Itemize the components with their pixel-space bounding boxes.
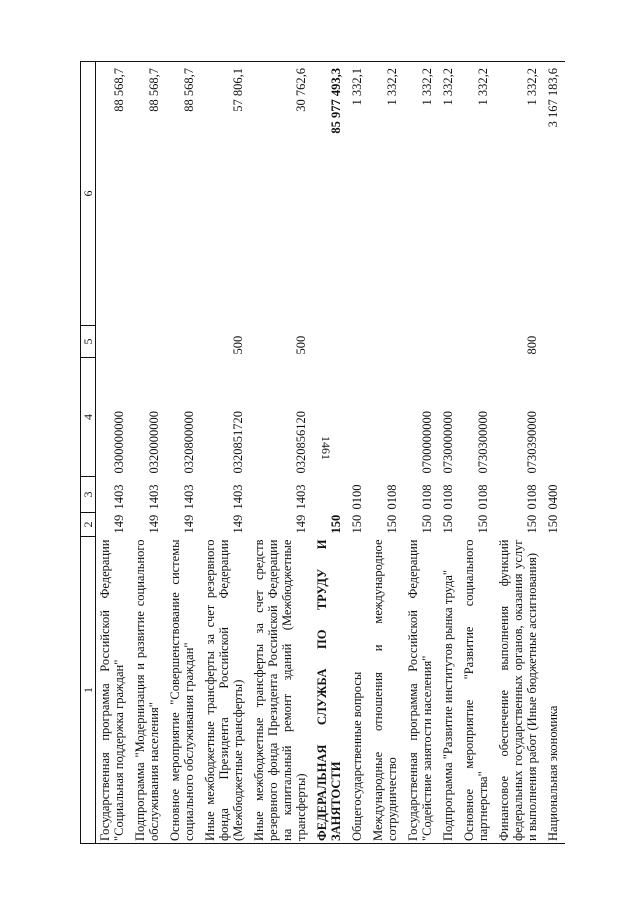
row-description: Финансовое обеспечение выполнения функций федеральных государственных органов, оказания услуг и выполнения работ (Иные бюджетные ассигнования)	[495, 537, 544, 844]
row-code-4: 0730390000	[525, 411, 539, 474]
row-code-3: 0100	[350, 484, 364, 510]
row-code-5	[544, 326, 565, 358]
header-col-2: 2	[81, 513, 96, 537]
row-code-5	[439, 326, 460, 358]
row-code-4: 0320000000	[147, 411, 161, 474]
row-code-2: 150	[441, 514, 455, 534]
row-code-4	[544, 358, 565, 477]
row-description: Подпрограмма "Модернизация и развитие социального обслуживания населения"	[131, 537, 166, 844]
row-amount: 1 332,1	[348, 62, 369, 326]
row-code-2: 150	[329, 514, 343, 534]
row-amount: 57 806,1	[201, 62, 250, 326]
table-row	[131, 62, 166, 844]
row-amount: 88 568,7	[96, 62, 132, 326]
row-amount: 1 332,2	[404, 62, 439, 326]
row-code-5: 800	[525, 335, 539, 355]
row-amount: 1 332,2	[369, 62, 404, 326]
row-description: Национальная экономика	[544, 537, 565, 844]
row-code-4: 0300000000	[112, 411, 126, 474]
table-row	[250, 62, 313, 844]
row-code-3	[313, 477, 348, 513]
row-amount: 3 167 183,6	[544, 62, 565, 326]
header-col-1: 1	[81, 537, 96, 844]
row-code-4: 0700000000	[420, 411, 434, 474]
row-code-5	[313, 326, 348, 358]
row-code-4: 0730000000	[441, 411, 455, 474]
row-code-3: 1403	[231, 484, 245, 510]
header-col-5: 5	[81, 326, 96, 358]
row-description: Подпрограмма "Развитие институтов рынка труда"	[439, 537, 460, 844]
row-code-2: 149	[112, 514, 126, 534]
row-code-2: 150	[546, 514, 560, 534]
row-code-4	[313, 358, 348, 477]
header-col-4: 4	[81, 358, 96, 477]
row-description: Международные отношения и международное сотрудничество	[369, 537, 404, 844]
table-row	[460, 62, 495, 844]
row-code-3: 0400	[546, 484, 560, 510]
row-amount: 88 568,7	[131, 62, 166, 326]
row-description: Основное мероприятие "Развитие социального партнерства"	[460, 537, 495, 844]
row-code-4: 0320800000	[182, 411, 196, 474]
row-description: Иные межбюджетные трансферты за счет резервного фонда Президента Российской Федерации (Межбюджетные трансферты)	[201, 537, 250, 844]
row-code-2: 150	[476, 514, 490, 534]
table-row	[495, 62, 544, 844]
row-code-5	[348, 326, 369, 358]
row-code-4	[369, 358, 404, 477]
budget-table	[80, 61, 565, 844]
table-body	[96, 62, 566, 844]
row-amount: 30 762,6	[250, 62, 313, 326]
row-description: Государственная программа Российской Федерации "Содействие занятости населения"	[404, 537, 439, 844]
row-code-2: 150	[385, 514, 399, 534]
row-amount: 1 332,2	[460, 62, 495, 326]
row-code-5	[131, 326, 166, 358]
row-code-5	[96, 326, 132, 358]
table-row	[201, 62, 250, 844]
table-row	[544, 62, 565, 844]
row-code-2: 149	[294, 514, 308, 534]
row-code-4: 0320856120	[294, 411, 308, 474]
table-row	[404, 62, 439, 844]
table-row	[166, 62, 201, 844]
row-amount: 1 332,2	[439, 62, 460, 326]
row-description: Общегосударственные вопросы	[348, 537, 369, 844]
table-row	[439, 62, 460, 844]
row-code-2: 150	[420, 514, 434, 534]
row-code-4: 0320851720	[231, 411, 245, 474]
row-code-3: 0108	[525, 484, 539, 510]
row-code-5	[404, 326, 439, 358]
row-amount: 1 332,2	[495, 62, 544, 326]
row-code-3: 1403	[294, 484, 308, 510]
row-code-2: 149	[231, 514, 245, 534]
row-description: Государственная программа Российской Федерации "Социальная поддержка граждан"	[96, 537, 132, 844]
row-code-3: 1403	[182, 484, 196, 510]
row-amount: 88 568,7	[166, 62, 201, 326]
row-code-5: 500	[231, 335, 245, 355]
row-code-5: 500	[294, 335, 308, 355]
row-code-4	[348, 358, 369, 477]
row-code-2: 149	[147, 514, 161, 534]
row-description: Иные межбюджетные трансферты за счет средств резервного фонда Президента Российской Федерации на капитальный ремонт зданий (Межбюджетные трансферты)	[250, 537, 313, 844]
row-code-3: 0108	[441, 484, 455, 510]
table-header-row	[81, 62, 96, 844]
table-row	[313, 62, 348, 844]
row-code-3: 0108	[420, 484, 434, 510]
row-code-2: 150	[525, 514, 539, 534]
row-code-3: 1403	[147, 484, 161, 510]
row-code-3: 0108	[385, 484, 399, 510]
row-code-5	[166, 326, 201, 358]
row-code-2: 149	[182, 514, 196, 534]
header-col-3: 3	[81, 477, 96, 513]
table-row	[348, 62, 369, 844]
row-description: ФЕДЕРАЛЬНАЯ СЛУЖБА ПО ТРУДУ И ЗАНЯТОСТИ	[313, 537, 348, 844]
row-code-5	[460, 326, 495, 358]
header-col-6: 6	[81, 62, 96, 326]
row-code-2: 150	[350, 514, 364, 534]
row-code-3: 0108	[476, 484, 490, 510]
page-number: 1461	[319, 436, 333, 460]
row-description: Основное мероприятие "Совершенствование системы социального обслуживания граждан"	[166, 537, 201, 844]
table-row	[369, 62, 404, 844]
row-code-4: 0730300000	[476, 411, 490, 474]
budget-table-page	[80, 62, 560, 844]
row-code-5	[369, 326, 404, 358]
table-row	[96, 62, 132, 844]
row-code-3: 1403	[112, 484, 126, 510]
row-amount: 85 977 493,3	[313, 62, 348, 326]
